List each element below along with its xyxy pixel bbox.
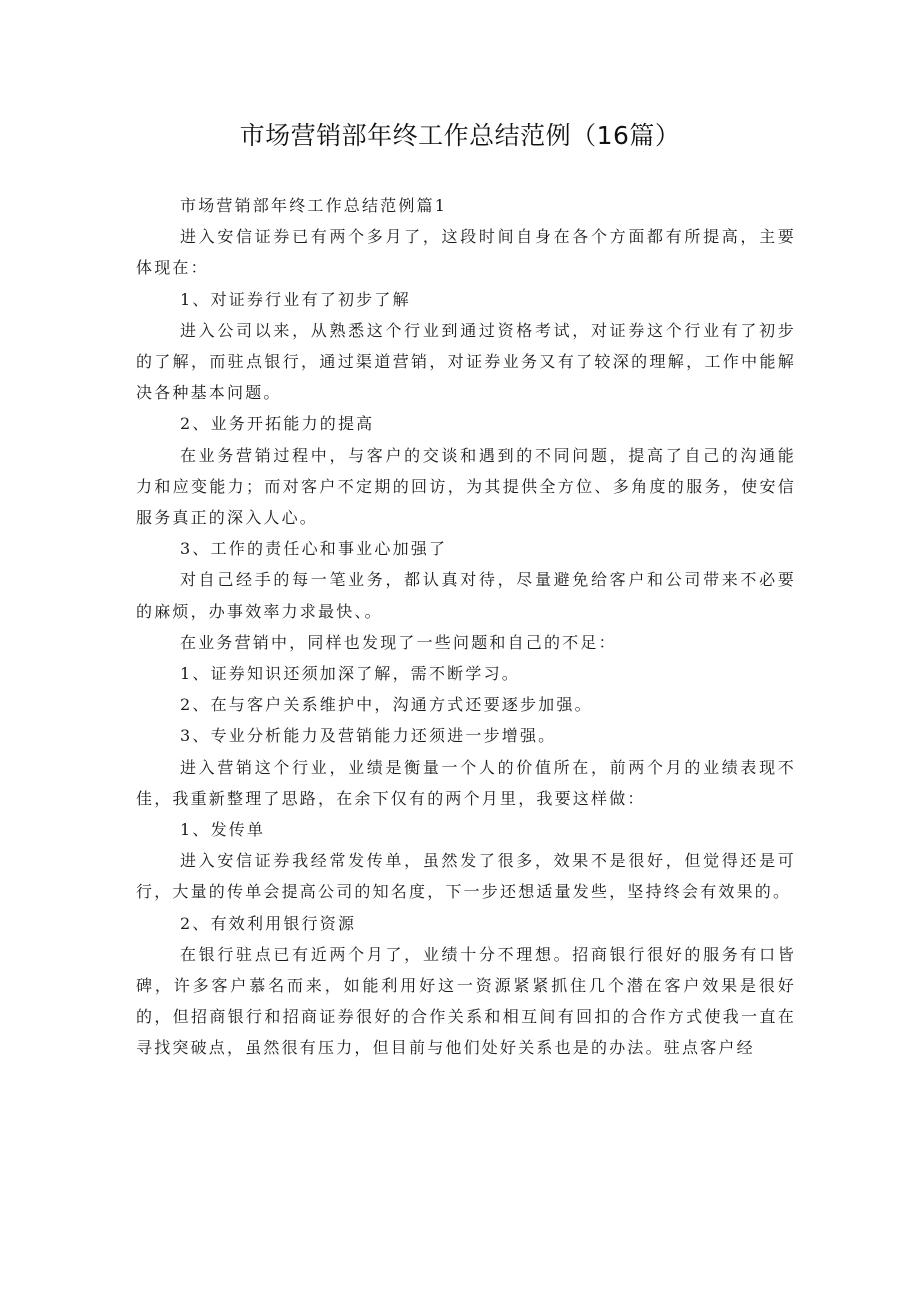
list-item: 2、在与客户关系维护中，沟通方式还要逐步加强。 (180, 695, 593, 715)
list-item-heading: 1、发传单 (180, 820, 266, 840)
paragraph: 进入公司以来，从熟悉这个行业到通过资格考试，对证券这个行业有了初步的了解，而驻点银行，通过渠道营销，对证券业务又有了较深的理解，工作中能解决各种基本问题。 (136, 320, 796, 403)
document-body (136, 190, 796, 1064)
paragraph: 进入营销这个行业，业绩是衡量一个人的价值所在，前两个月的业绩表现不佳，我重新整理了思路，在余下仅有的两个月里，我要这样做： (136, 757, 796, 808)
section-heading: 市场营销部年终工作总结范例篇1 (180, 196, 448, 215)
paragraph: 在业务营销中，同样也发现了一些问题和自己的不足： (180, 632, 617, 652)
paragraph: 进入安信证券我经常发传单，虽然发了很多，效果不是很好，但觉得还是可行，大量的传单会提高公司的知名度，下一步还想适量发些，坚持终会有效果的。 (136, 851, 796, 902)
list-item: 1、证券知识还须加深了解，需不断学习。 (180, 664, 520, 684)
paragraph: 在业务营销过程中，与客户的交谈和遇到的不同问题，提高了自己的沟通能力和应变能力；而对客户不定期的回访，为其提供全方位、多角度的服务，使安信服务真正的深入人心。 (136, 445, 796, 528)
list-item-heading: 3、工作的责任心和事业心加强了 (180, 539, 448, 559)
list-item-heading: 1、对证券行业有了初步了解 (180, 289, 411, 309)
document-title: 市场营销部年终工作总结范例（16篇） (239, 121, 681, 150)
paragraph: 进入安信证券已有两个多月了，这段时间自身在各个方面都有所提高，主要体现在： (136, 227, 796, 278)
paragraph: 对自己经手的每一笔业务，都认真对待，尽量避免给客户和公司带来不必要的麻烦，办事效率力求最快、。 (136, 570, 796, 621)
list-item-heading: 2、业务开拓能力的提高 (180, 414, 375, 434)
list-item: 3、专业分析能力及营销能力还须进一步增强。 (180, 726, 557, 746)
list-item-heading: 2、有效利用银行资源 (180, 913, 357, 933)
paragraph: 在银行驻点已有近两个月了，业绩十分不理想。招商银行很好的服务有口皆碑，许多客户慕名而来，如能利用好这一资源紧紧抓住几个潜在客户效果是很好的，但招商银行和招商证券很好的合作关系和相互间有回扣的合作方式使我一直在寻找突破点，虽然很有压力，但目前与他们处好关系也是的办法。驻点客户经 (136, 944, 796, 1058)
